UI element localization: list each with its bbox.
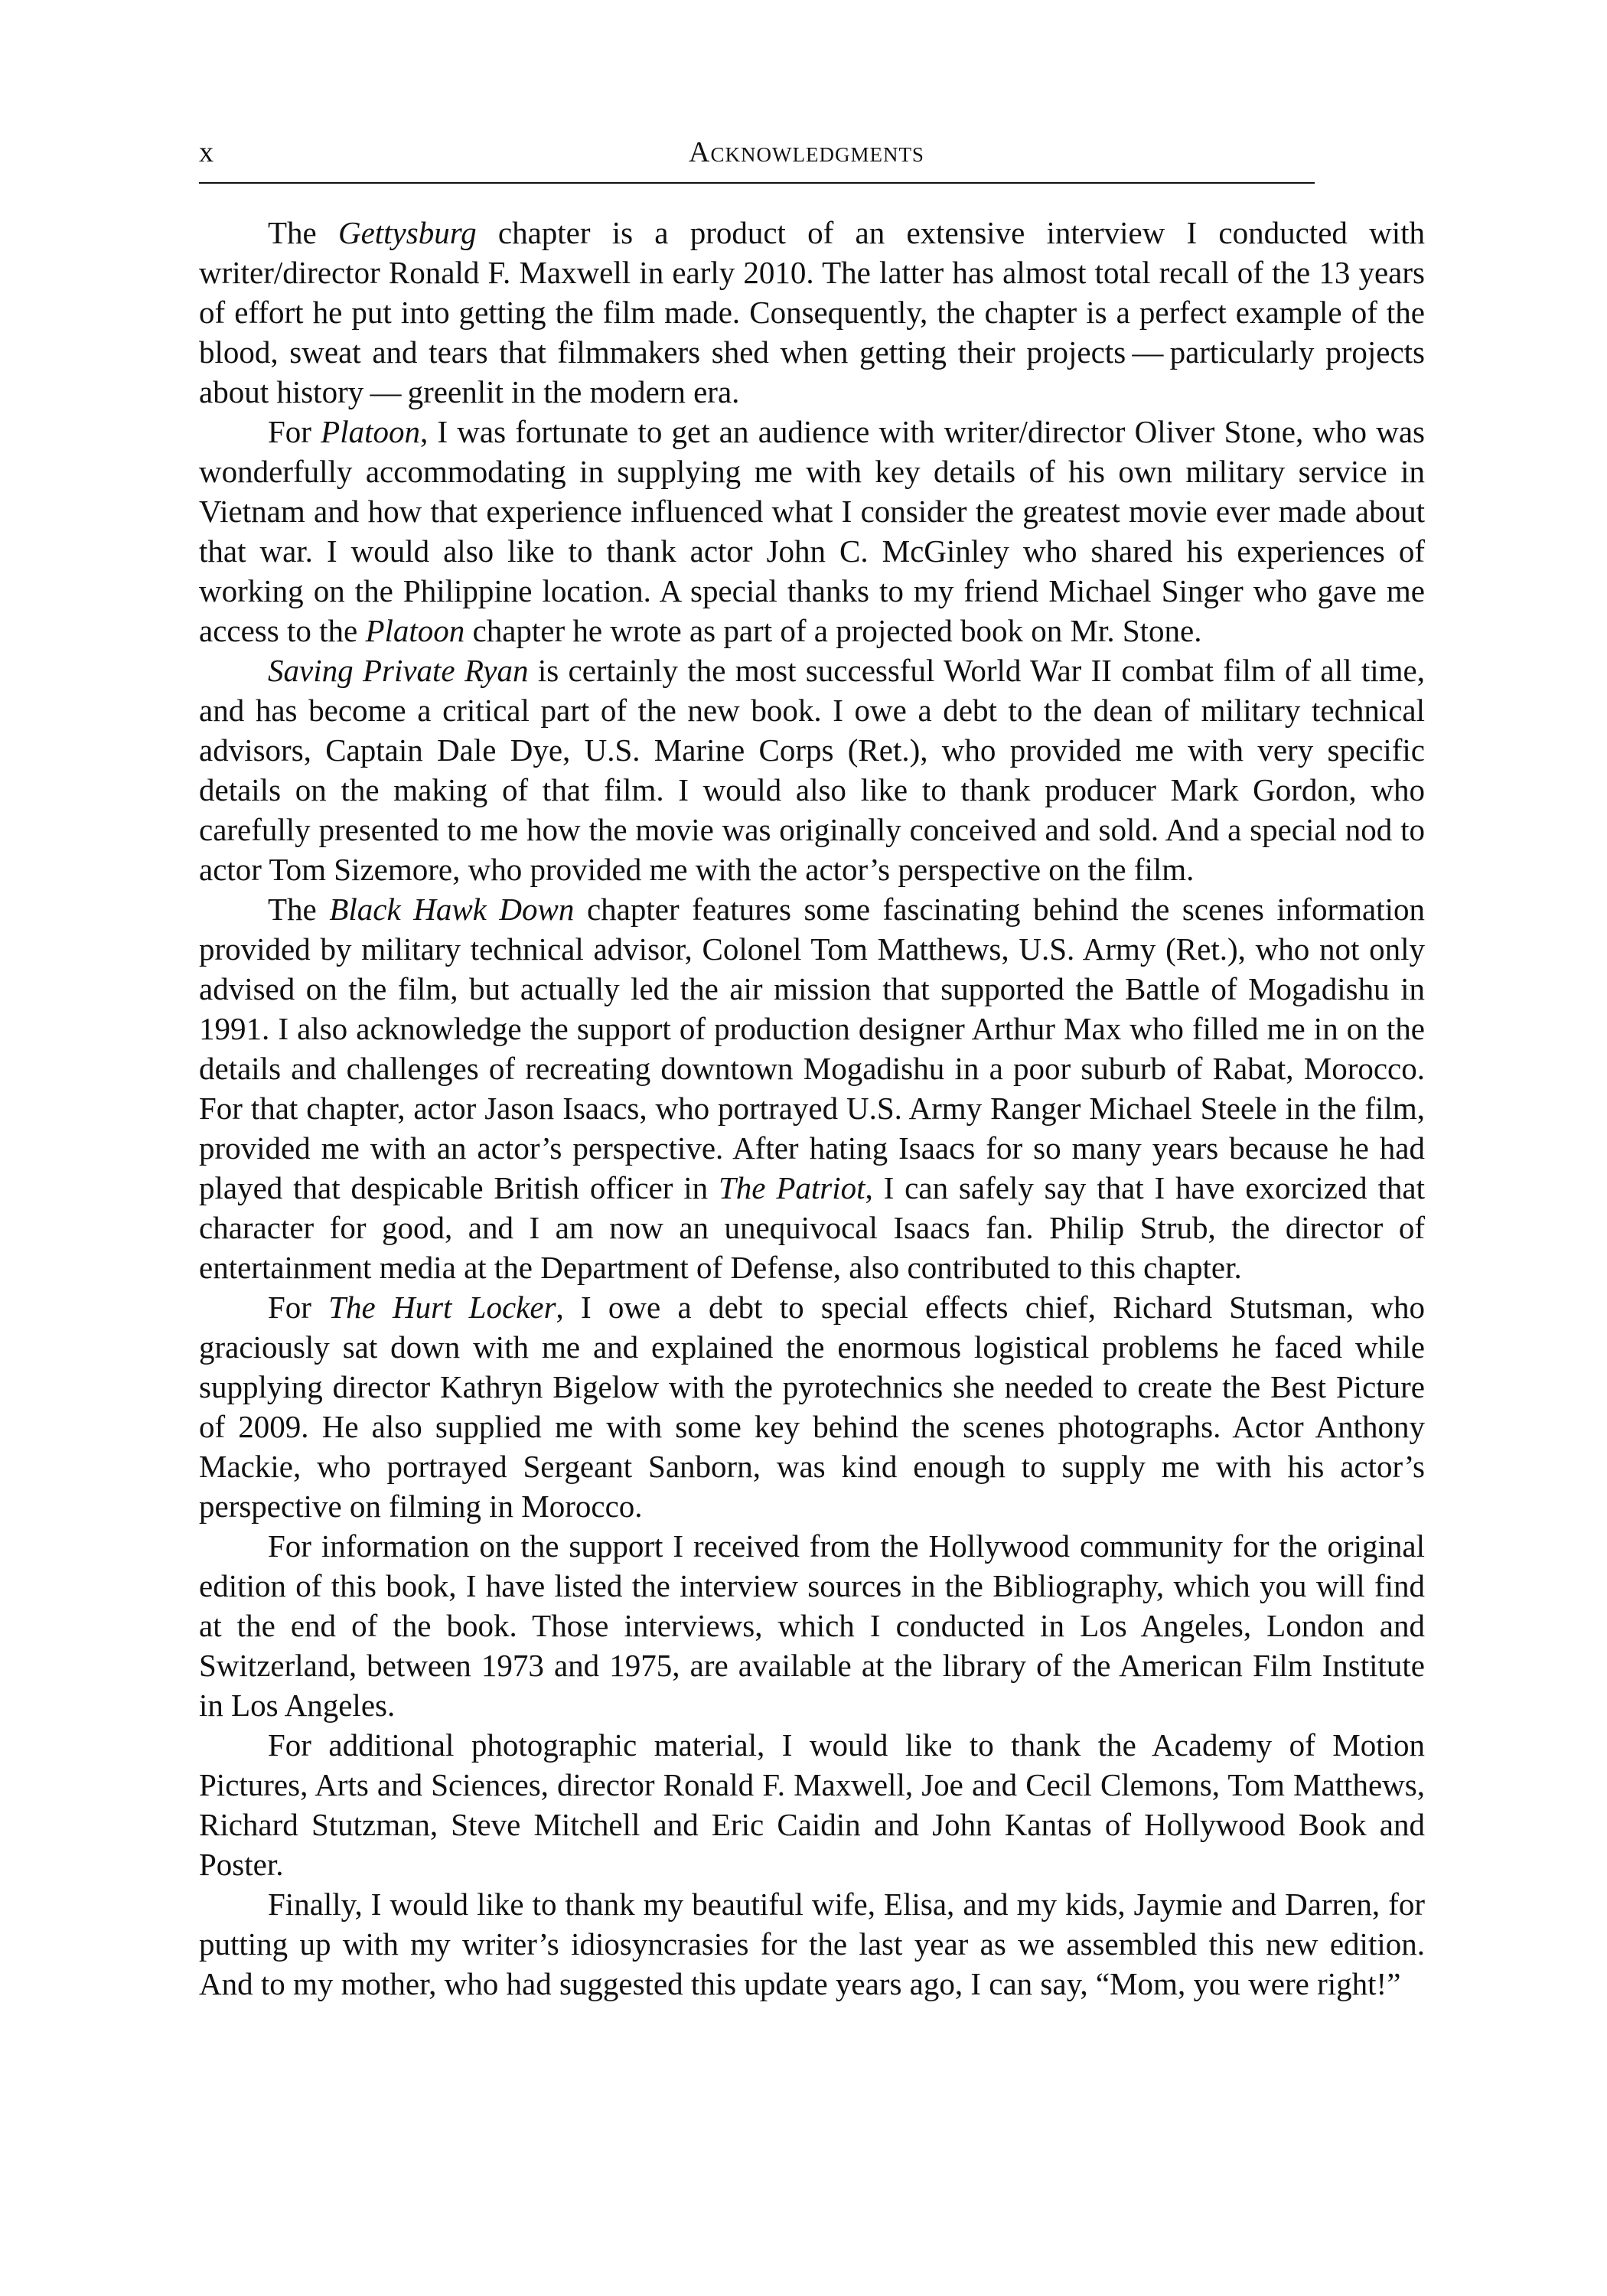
italic-title-platoon: Platoon <box>321 414 420 449</box>
italic-title-the-hurt-locker: The Hurt Locker <box>328 1290 556 1325</box>
text-run: Finally, I would like to thank my beautiful wife, Elisa, and my kids, Jaymie and Darren, for putting up with my writer’s idiosyncrasies for the last year as we assembled this new edition. And to my mother, who had suggested this update years ago, I can say, “Mom, you were right!” <box>199 1887 1425 2001</box>
italic-title-the-patriot: The Patriot <box>719 1170 865 1205</box>
text-run: For <box>268 1290 329 1325</box>
paragraph-family <box>199 1884 1425 2004</box>
running-head-title: Acknowledgments <box>689 136 924 168</box>
paragraph-black-hawk-down <box>199 889 1425 1287</box>
text-run: The <box>268 215 338 250</box>
text-run: For <box>268 414 321 449</box>
paragraph-gettysburg <box>199 213 1425 412</box>
text-run: For information on the support I received from the Hollywood community for the original edition of this book, I have listed the interview sources in the Bibliography, which you will find at the end of the book. Those interviews, which I conducted in Los Angeles, London and Switzerland, between 1973 and 1975, are available at the library of the American Film Institute in Los Angeles. <box>199 1528 1425 1723</box>
paragraph-platoon <box>199 412 1425 651</box>
italic-title-saving-private-ryan: Saving Private Ryan <box>268 653 529 688</box>
text-run: is certainly the most successful World War II combat film of all time, and has become a critical part of the new book. I owe a debt to the dean of military technical advisors, Captain Dale Dye, U.S. Marine Corps (Ret.), who provided me with very specific details on the making of that film. I would also like to thank producer Mark Gordon, who carefully presented to me how the movie was originally conceived and sold. And a special nod to actor Tom Sizemore, who provided me with the actor’s perspective on the film. <box>199 653 1425 887</box>
paragraph-photographic-material <box>199 1725 1425 1884</box>
paragraph-saving-private-ryan <box>199 651 1425 889</box>
italic-title-black-hawk-down: Black Hawk Down <box>329 892 575 927</box>
acknowledgments-body <box>199 213 1425 2004</box>
text-run: chapter he wrote as part of a projected book on Mr. Stone. <box>464 613 1202 648</box>
paragraph-the-hurt-locker <box>199 1287 1425 1526</box>
text-run: For additional photographic material, I would like to thank the Academy of Motion Pictures, Arts and Sciences, director Ronald F. Maxwell, Joe and Cecil Clemons, Tom Matthews, Richard Stutzman, Steve Mitchell and Eric Caidin and John Kantas of Hollywood Book and Poster. <box>199 1727 1425 1882</box>
running-head <box>199 138 1315 184</box>
paragraph-original-edition <box>199 1526 1425 1725</box>
text-run: chapter features some fascinating behind the scenes information provided by military technical advisor, Colonel Tom Matthews, U.S. Army (Ret.), who not only advised on the film, but actually led the air mission that supported the Battle of Mogadishu in 1991. I also acknowledge the support of production designer Arthur Max who filled me in on the details and challenges of recreating downtown Mogadishu in a poor suburb of Rabat, Morocco. For that chapter, actor Jason Isaacs, who portrayed U.S. Army Ranger Michael Steele in the film, provided me with an actor’s perspective. After hating Isaacs for so many years because he had played that despicable British officer in <box>199 892 1425 1205</box>
text-run: The <box>268 892 330 927</box>
text-run: , I was fortunate to get an audience with writer/director Oliver Stone, who was wonderfully accommodating in supplying me with key details of his own military service in Vietnam and how that experience influenced what I consider the greatest movie ever made about that war. I would also like to thank actor John C. McGinley who shared his experiences of working on the Philippine location. A special thanks to my friend Michael Singer who gave me access to the <box>199 414 1425 648</box>
text-run: , I can safely say that I have exorcized that character for good, and I am now an unequivocal Isaacs fan. Philip Strub, the director of entertainment media at the Department of Defense, also contributed to this chapter. <box>199 1170 1425 1285</box>
italic-title-platoon: Platoon <box>365 613 465 648</box>
page-number: x <box>199 136 214 168</box>
text-run: chapter is a product of an extensive interview I conducted with writer/director Ronald F. Maxwell in early 2010. The latter has almost total recall of the 13 years of effort he put into getting the film made. Consequently, the chapter is a perfect example of the blood, sweat and tears that filmmakers shed when getting their projects — particularly projects about history — greenlit in the modern era. <box>199 215 1426 409</box>
text-run: , I owe a debt to special effects chief, Richard Stutsman, who graciously sat down with me and explained the enormous logistical problems he faced while supplying director Kathryn Bigelow with the pyrotechnics she needed to create the Best Picture of 2009. He also supplied me with some key behind the scenes photographs. Actor Anthony Mackie, who portrayed Sergeant Sanborn, was kind enough to supply me with his actor’s perspective on filming in Morocco. <box>199 1290 1425 1524</box>
italic-title-gettysburg: Gettysburg <box>337 215 477 250</box>
